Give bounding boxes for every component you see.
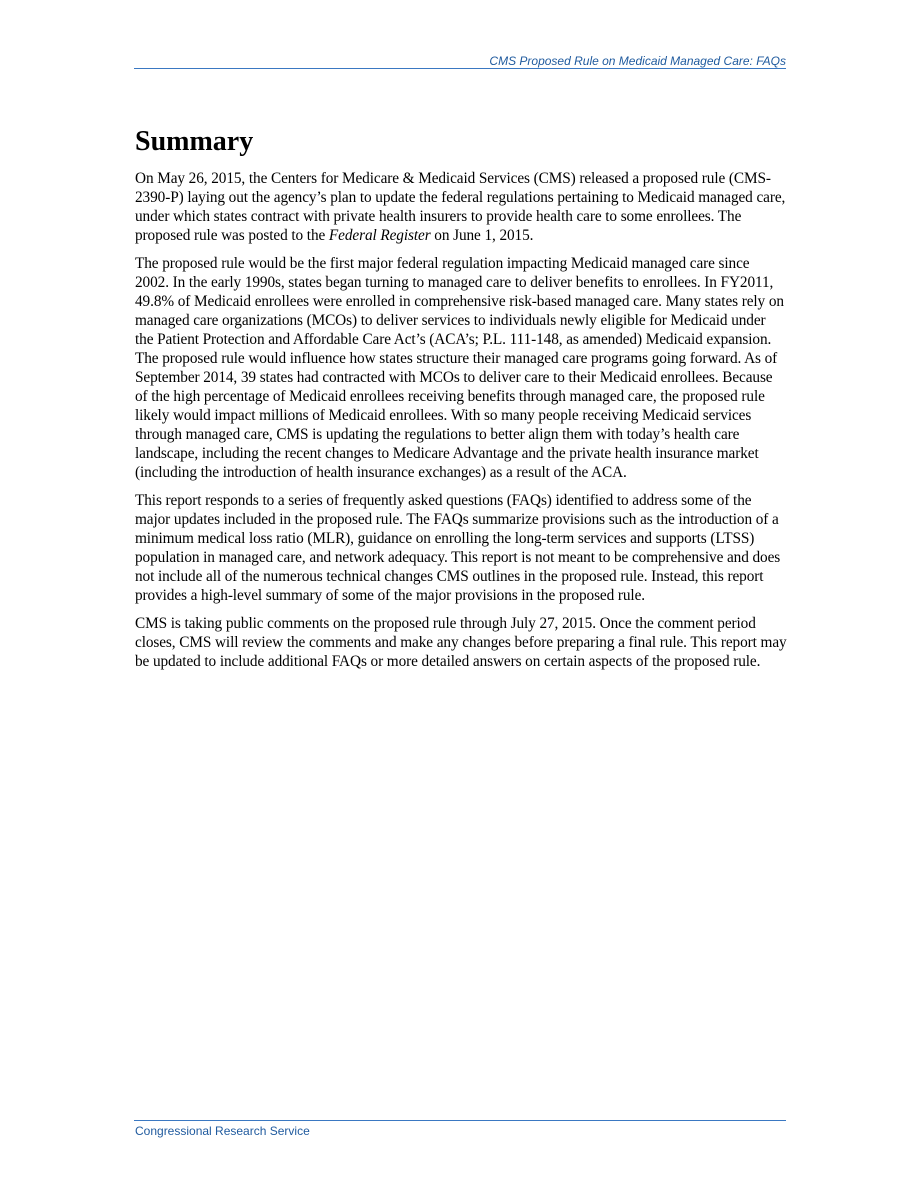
header-divider xyxy=(134,68,786,69)
running-header: CMS Proposed Rule on Medicaid Managed Care: FAQs xyxy=(489,54,786,68)
summary-paragraph-3: This report responds to a series of frequently asked questions (FAQs) identified to address some of the major updates included in the proposed rule. The FAQs summarize provisions such as the introduction of a minimum medical loss ratio (MLR), guidance on enrolling the long-term services and supports (LTSS) population in managed care, and network adequacy. This report is not meant to be comprehensive and does not include all of the numerous technical changes CMS outlines in the proposed rule. Instead, this report provides a high-level summary of some of the major provisions in the proposed rule. xyxy=(135,492,781,604)
federal-register-italic: Federal Register xyxy=(328,227,431,244)
paragraph-1-text-a: On May 26, 2015, the Centers for Medicare & Medicaid Services (CMS) released a proposed rule (CMS-2390-P) laying out the agency’s plan to update the federal regulations pertaining to Medicaid managed care, under which states contract with private health insurers to provide health care to some enrollees. The proposed rule was posted to the xyxy=(135,170,786,244)
page-title: Summary xyxy=(135,126,254,157)
summary-paragraph-2: The proposed rule would be the first major federal regulation impacting Medicaid managed care since 2002. In the early 1990s, states began turning to managed care to deliver benefits to enrollees. In FY2011, 49.8% of Medicaid enrollees were enrolled in comprehensive risk-based managed care. Many states rely on managed care organizations (MCOs) to deliver services to individuals newly eligible for Medicaid under the Patient Protection and Affordable Care Act’s (ACA’s; P.L. 111-148, as amended) Medicaid expansion. The proposed rule would influence how states structure their managed care programs going forward. As of September 2014, 39 states had contracted with MCOs to deliver care to their Medicaid enrollees. Because of the high percentage of Medicaid enrollees receiving benefits through managed care, the proposed rule likely would impact millions of Medicaid enrollees. With so many people receiving Medicaid services through managed care, CMS is updating the regulations to better align them with today’s health care landscape, including the recent changes to Medicare Advantage and the private health insurance market (including the introduction of health insurance exchanges) as a result of the ACA. xyxy=(135,255,784,481)
footer-divider xyxy=(134,1120,786,1121)
footer-organization: Congressional Research Service xyxy=(135,1124,310,1138)
paragraph-1-text-b: on June 1, 2015. xyxy=(430,227,534,244)
summary-paragraph-4: CMS is taking public comments on the proposed rule through July 27, 2015. Once the comment period closes, CMS will review the comments and make any changes before preparing a final rule. This report may be updated to include additional FAQs or more detailed answers on certain aspects of the proposed rule. xyxy=(135,615,787,670)
page-body xyxy=(135,122,787,680)
summary-paragraph-1 xyxy=(135,169,787,245)
